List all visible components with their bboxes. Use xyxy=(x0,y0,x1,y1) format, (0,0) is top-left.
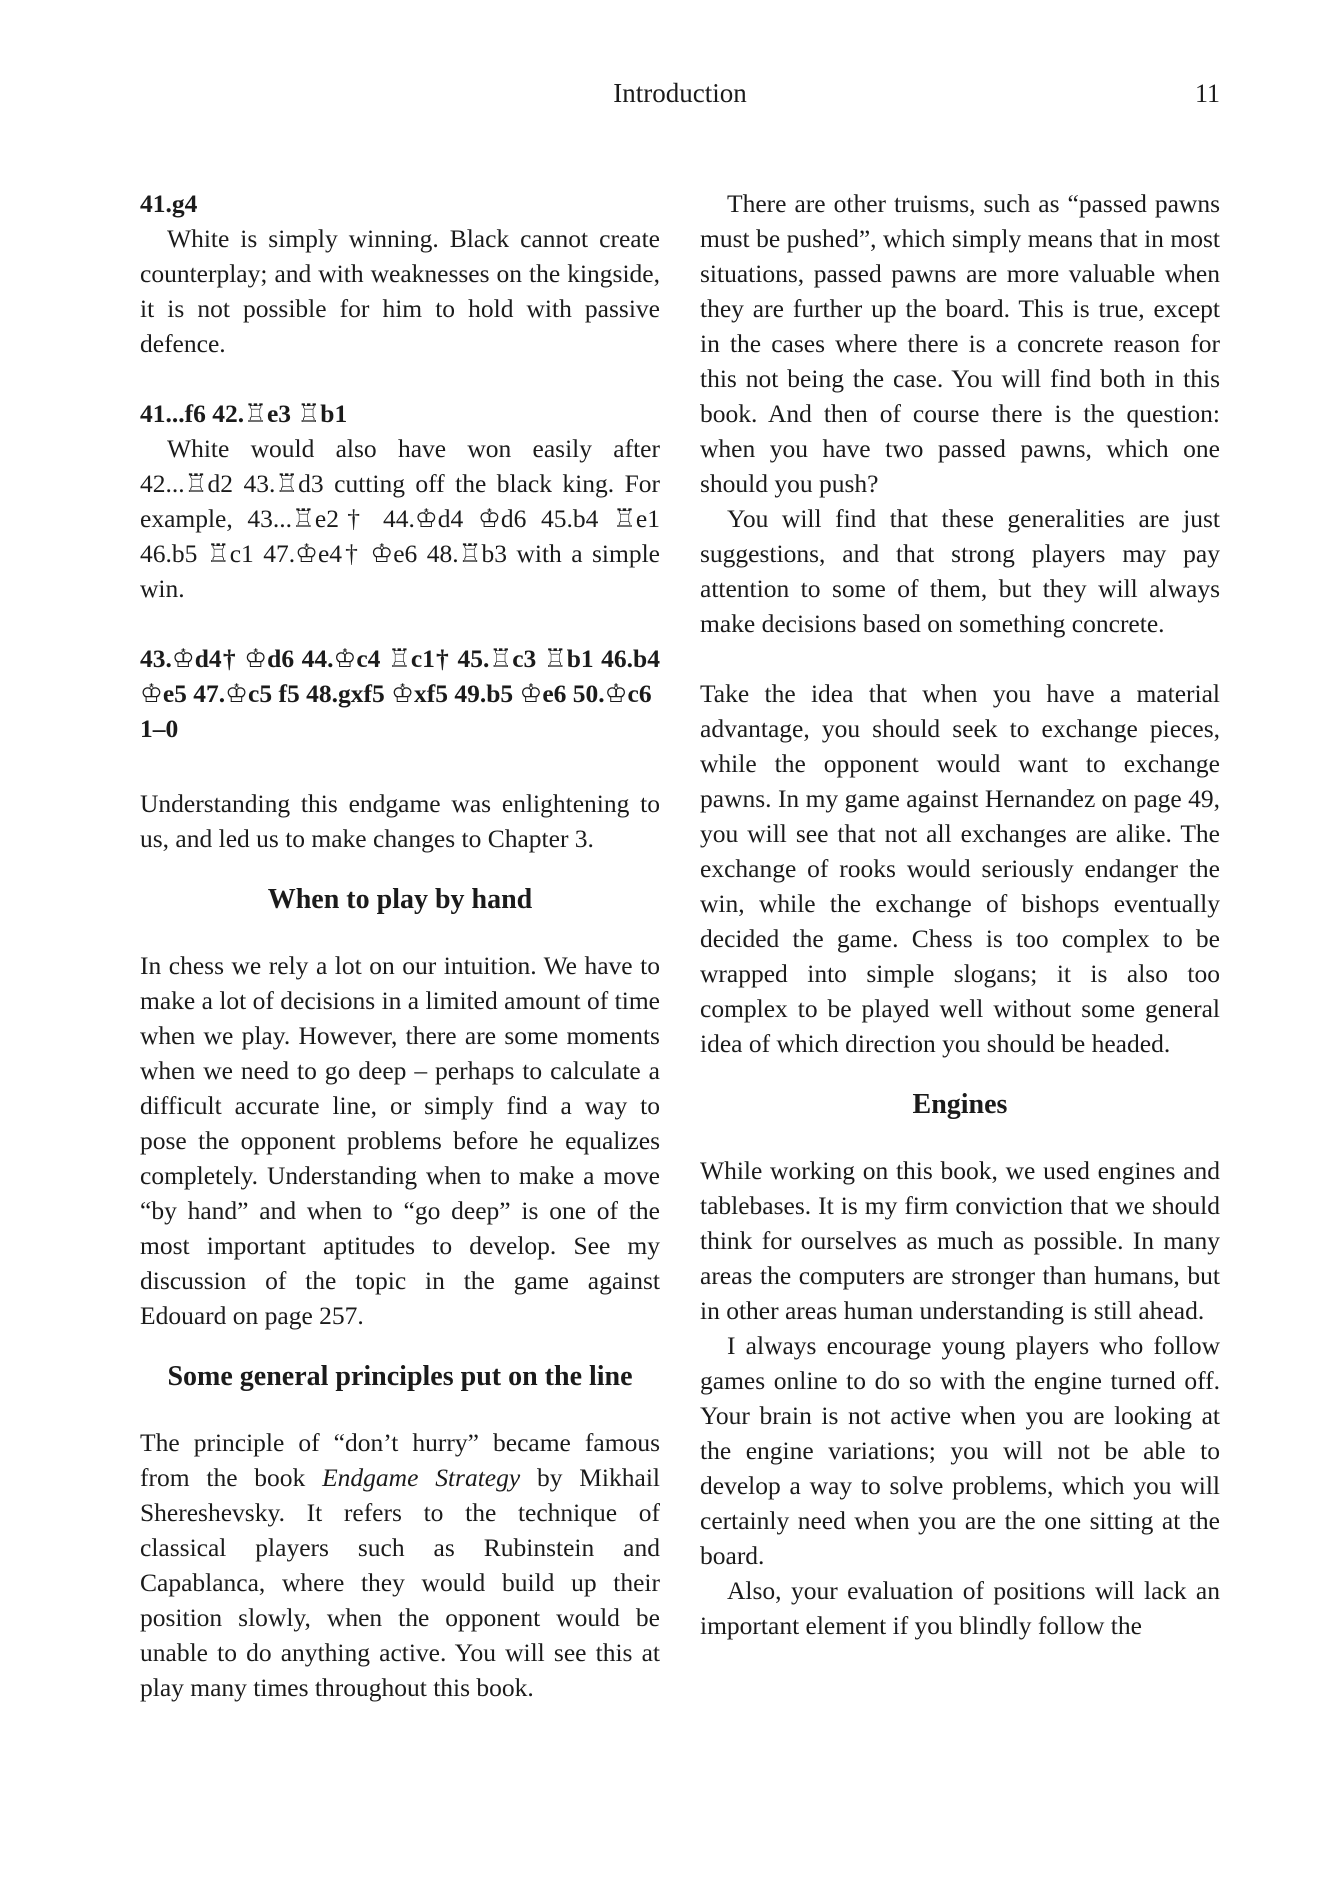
paragraph: White is simply winning. Black cannot create counterplay; and with weaknesses on the kingside, it is not possible for him to hold with passive defence. xyxy=(140,224,660,358)
game-result: 1–0 xyxy=(140,714,179,743)
paragraph: In chess we rely a lot on our intuition. We have to make a lot of decisions in a limited amount of time when we play. However, there are some moments when we need to go deep – perhaps to calculate a difficult accurate line, or simply find a way to pose the opponent problems before he equalizes completely. Understanding when to make a move “by hand” and when to “go deep” is one of the most important aptitudes to develop. See my discussion of the topic in the game against Edouard on page 257. xyxy=(140,951,660,1330)
paragraph: Also, your evaluation of positions will lack an important element if you blindly follow the xyxy=(700,1576,1220,1640)
paragraph: While working on this book, we used engines and tablebases. It is my firm conviction that we should think for ourselves as much as possible. In many areas the computers are stronger than humans, but in other areas human understanding is still ahead. xyxy=(700,1156,1220,1325)
right-column xyxy=(700,186,1220,1705)
book-title-italic: Endgame Strategy xyxy=(322,1463,521,1492)
paragraph: There are other truisms, such as “passed pawns must be pushed”, which simply means that in most situations, passed pawns are more valuable when they are further up the board. This is true, except in the cases where there is a concrete reason for this not being the case. You will find both in this book. And then of course there is the question: when you have two passed pawns, which one should you push? xyxy=(700,189,1220,498)
left-column xyxy=(140,186,660,1705)
page-number: 11 xyxy=(1194,79,1220,108)
section-heading: When to play by hand xyxy=(267,884,533,915)
two-column-text-block xyxy=(140,186,1220,1705)
text-segment: by Mikhail Shereshevsky. It refers to the technique of classical players such as Rubinstein and Capablanca, where they would build up their position slowly, when the opponent would be unable to do anything active. You will see this at play many times throughout this book. xyxy=(140,1463,660,1702)
paragraph: You will find that these generalities are just suggestions, and that strong players may pay attention to some of them, but they will always make decisions based on something concrete. xyxy=(700,504,1220,638)
paragraph: I always encourage young players who follow games online to do so with the engine turned off. Your brain is not active when you are looking at the engine variations; you will not be able to develop a way to solve problems, which you will certainly need when you are the one sitting at the board. xyxy=(700,1331,1220,1570)
chess-move-sequence: 41...f6 42.♖e3 ♖b1 xyxy=(140,399,348,428)
paragraph xyxy=(140,1425,660,1705)
page-title: Introduction xyxy=(613,78,747,108)
paragraph: Take the idea that when you have a material advantage, you should seek to exchange pieces, while the opponent would want to exchange pawns. In my game against Hernandez on page 49, you will see that not all exchanges are alike. The exchange of rooks would seriously endanger the win, while the exchange of bishops eventually decided the game. Chess is too complex to be wrapped into simple slogans; it is also too complex to be played well without some general idea of which direction you should be headed. xyxy=(700,679,1220,1058)
section-heading: Some general principles put on the line xyxy=(167,1361,633,1392)
page-header xyxy=(140,78,1220,108)
text-segment: The principle of “don’t hurry” became famous from the book xyxy=(140,1428,660,1492)
chess-move-sequence: 41.g4 xyxy=(140,189,198,218)
chess-move-sequence: 43.♔d4† ♔d6 44.♔c4 ♖c1† 45.♖c3 ♖b1 46.b4 ♔e5 47.♔c5 f5 48.gxf5 ♔xf5 49.b5 ♔e6 50.♔c6 xyxy=(140,644,660,708)
paragraph: White would also have won easily after 42...♖d2 43.♖d3 cutting off the black king. For example, 43...♖e2† 44.♔d4 ♔d6 45.b4 ♖e1 46.b5 ♖c1 47.♔e4† ♔e6 48.♖b3 with a simple win. xyxy=(140,434,660,603)
section-heading: Engines xyxy=(912,1089,1008,1120)
paragraph: Understanding this endgame was enlightening to us, and led us to make changes to Chapter 3. xyxy=(140,789,660,853)
